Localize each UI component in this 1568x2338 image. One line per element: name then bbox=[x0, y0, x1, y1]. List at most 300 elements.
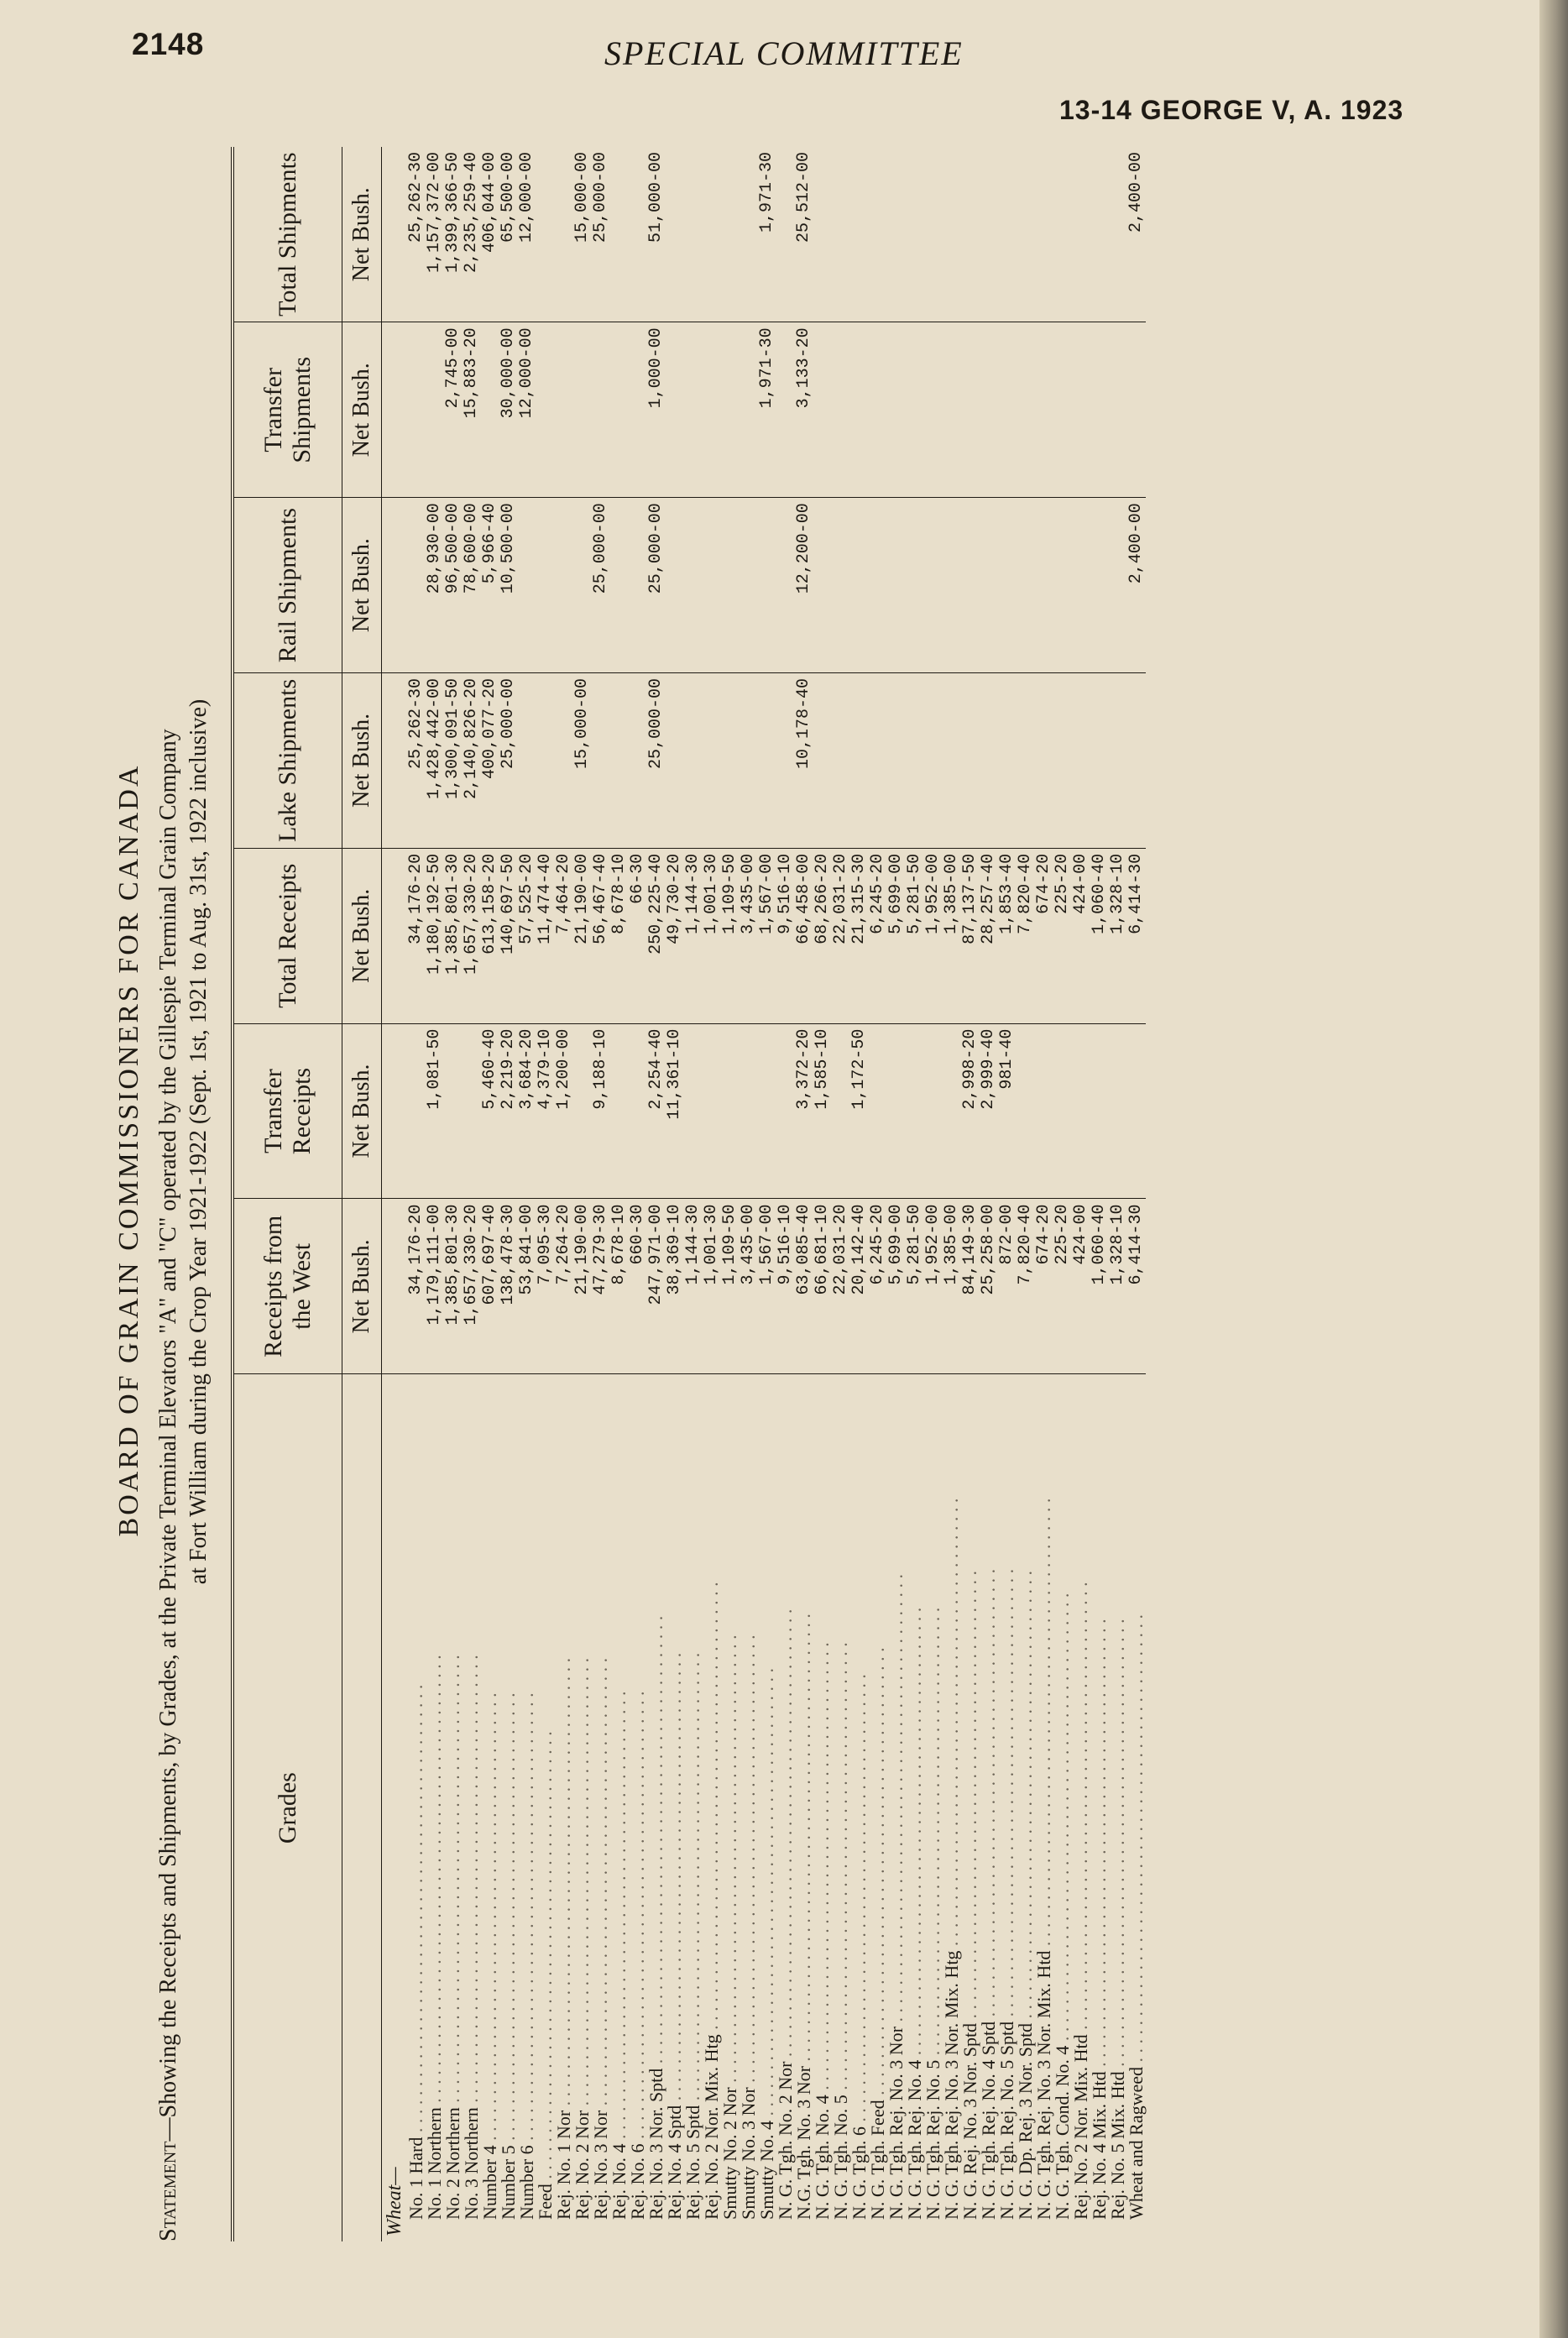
total-receipts-cell: 1,180,192-50 bbox=[426, 848, 444, 1023]
total-shipments-cell bbox=[961, 147, 980, 322]
rail-shipments-cell bbox=[1072, 498, 1090, 673]
total-receipts-cell: 424-00 bbox=[1072, 848, 1090, 1023]
grade-cell bbox=[1090, 1374, 1109, 2241]
grade-cell bbox=[887, 1374, 906, 2241]
lake-shipments-cell bbox=[518, 673, 536, 849]
receipts-west-cell: 53,841-00 bbox=[518, 1199, 536, 1374]
receipts-west-cell: 6,245-20 bbox=[869, 1199, 887, 1374]
rail-shipments-cell bbox=[1017, 498, 1035, 673]
lake-shipments-cell bbox=[1109, 673, 1127, 849]
receipts-west-cell: 607,697-40 bbox=[481, 1199, 499, 1374]
transfer-shipments-cell bbox=[481, 322, 499, 498]
lake-shipments-cell bbox=[684, 673, 703, 849]
transfer-receipts-cell bbox=[740, 1023, 758, 1199]
total-receipts-cell: 87,137-50 bbox=[961, 848, 980, 1023]
grade-cell bbox=[795, 1374, 813, 2241]
receipts-west-cell: 25,258-00 bbox=[980, 1199, 998, 1374]
lake-shipments-cell bbox=[998, 673, 1017, 849]
transfer-receipts-cell: 1,585-10 bbox=[813, 1023, 832, 1199]
grade-label: Rej. No. 5 Mix. Htd bbox=[1107, 2071, 1128, 2220]
grade-label: N. G. Tgh. Feed bbox=[867, 2100, 888, 2220]
lake-shipments-cell: 25,000-00 bbox=[647, 673, 666, 849]
table-row bbox=[499, 147, 518, 2241]
book-spine-shadow bbox=[1539, 0, 1568, 2338]
lake-shipments-cell bbox=[832, 673, 850, 849]
transfer-receipts-cell: 2,254-40 bbox=[647, 1023, 666, 1199]
grade-label: Smutty No. 4 bbox=[756, 2121, 777, 2220]
grade-label: N.G. Tgh. No. 3 Nor bbox=[793, 2066, 814, 2220]
rail-shipments-cell bbox=[1035, 498, 1053, 673]
table-row bbox=[647, 147, 666, 2241]
receipts-west-cell: 22,031-20 bbox=[832, 1199, 850, 1374]
receipts-west-cell: 84,149-30 bbox=[961, 1199, 980, 1374]
grade-label: Rej. No. 4 Sptd bbox=[664, 2105, 685, 2220]
leader-dots: . . . . . . . . . . . . . . . . . . . . . . . . . . . . . . . . . . . . . . . . . . . . . . . . . bbox=[1089, 1619, 1110, 2072]
grade-cell bbox=[906, 1374, 924, 2241]
total-shipments-cell bbox=[684, 147, 703, 322]
table-row bbox=[943, 147, 961, 2241]
total-shipments-cell: 25,000-00 bbox=[592, 147, 610, 322]
transfer-shipments-cell bbox=[1072, 322, 1090, 498]
header-grades: Grades bbox=[233, 1374, 342, 2241]
rail-shipments-cell bbox=[629, 498, 647, 673]
lake-shipments-cell bbox=[813, 673, 832, 849]
receipts-west-cell: 1,385,801-30 bbox=[444, 1199, 463, 1374]
rail-shipments-cell bbox=[536, 498, 555, 673]
total-receipts-cell: 225-20 bbox=[1053, 848, 1072, 1023]
total-receipts-cell: 613,158-20 bbox=[481, 848, 499, 1023]
grade-label: Number 4 bbox=[479, 2145, 500, 2220]
leader-dots: . . . . . . . . . . . . . . . . . . . . . . . . . . . . . . . . . . . . . . . . . . . . . . . . . bbox=[535, 1731, 556, 2184]
rail-shipments-cell bbox=[1053, 498, 1072, 673]
lake-shipments-cell: 15,000-00 bbox=[573, 673, 592, 849]
transfer-shipments-cell bbox=[536, 322, 555, 498]
lake-shipments-cell bbox=[666, 673, 684, 849]
header-lake-shipments: Lake Shipments bbox=[233, 673, 342, 849]
total-shipments-cell bbox=[1053, 147, 1072, 322]
unit-label: Net Bush. bbox=[342, 848, 382, 1023]
table-row bbox=[518, 147, 536, 2241]
lake-shipments-cell: 400,077-20 bbox=[481, 673, 499, 849]
transfer-receipts-cell bbox=[444, 1023, 463, 1199]
total-receipts-cell: 9,516-10 bbox=[776, 848, 795, 1023]
grade-cell bbox=[518, 1374, 536, 2241]
rail-shipments-cell bbox=[610, 498, 629, 673]
grade-cell bbox=[1072, 1374, 1090, 2241]
table-row bbox=[758, 147, 776, 2241]
total-shipments-cell bbox=[1035, 147, 1053, 322]
transfer-shipments-cell bbox=[592, 322, 610, 498]
rail-shipments-cell: 5,966-40 bbox=[481, 498, 499, 673]
transfer-shipments-cell bbox=[776, 322, 795, 498]
grade-label: N. G. Rej. No. 3 Nor. Sptd bbox=[959, 2022, 980, 2220]
transfer-receipts-cell: 9,188-10 bbox=[592, 1023, 610, 1199]
table-row bbox=[1072, 147, 1090, 2241]
transfer-shipments-cell bbox=[1035, 322, 1053, 498]
lake-shipments-cell bbox=[703, 673, 721, 849]
transfer-shipments-cell bbox=[407, 322, 426, 498]
statement-line-2: at Fort William during the Crop Year 1921-1922 (Sept. 1st, 1921 to Aug. 31st, 1922 inclusive) bbox=[186, 698, 212, 1585]
transfer-receipts-cell bbox=[776, 1023, 795, 1199]
total-shipments-cell bbox=[666, 147, 684, 322]
transfer-shipments-cell bbox=[924, 322, 943, 498]
grade-label: No. 1 Hard bbox=[405, 2137, 426, 2220]
leader-dots: . . . . . . . . . . . . . . . . . . . . . . . . . . . . . . . . . . . . . . . . . . . . . . . . . bbox=[959, 1570, 980, 2023]
receipts-west-cell: 7,095-30 bbox=[536, 1199, 555, 1374]
grade-cell bbox=[998, 1374, 1017, 2241]
receipts-west-cell: 247,971-00 bbox=[647, 1199, 666, 1374]
unit-label: Net Bush. bbox=[342, 147, 382, 322]
lake-shipments-cell bbox=[924, 673, 943, 849]
rail-shipments-cell bbox=[684, 498, 703, 673]
total-receipts-cell: 1,853-40 bbox=[998, 848, 1017, 1023]
receipts-west-cell: 1,385-00 bbox=[943, 1199, 961, 1374]
receipts-west-cell: 1,109-50 bbox=[721, 1199, 740, 1374]
transfer-receipts-cell bbox=[407, 1023, 426, 1199]
total-receipts-cell: 5,281-50 bbox=[906, 848, 924, 1023]
total-shipments-cell bbox=[721, 147, 740, 322]
transfer-shipments-cell bbox=[869, 322, 887, 498]
leader-dots: . . . . . . . . . . . . . . . . . . . . . . . . . . . . . . . . . . . . . . . . . . . . . . . . . bbox=[1052, 1593, 1073, 2046]
grade-label: N. G. Tgh. Rej. No. 4 Sptd bbox=[978, 2021, 999, 2220]
table-row bbox=[1035, 147, 1053, 2241]
lake-shipments-cell bbox=[776, 673, 795, 849]
total-shipments-cell bbox=[776, 147, 795, 322]
receipts-west-cell: 1,328-10 bbox=[1109, 1199, 1127, 1374]
total-shipments-cell: 2,400-00 bbox=[1127, 147, 1146, 322]
rail-shipments-cell bbox=[1090, 498, 1109, 673]
total-shipments-cell: 2,235,259-40 bbox=[463, 147, 481, 322]
lake-shipments-cell: 25,262-30 bbox=[407, 673, 426, 849]
rail-shipments-cell bbox=[998, 498, 1017, 673]
grade-cell bbox=[1017, 1374, 1035, 2241]
transfer-shipments-cell bbox=[740, 322, 758, 498]
transfer-shipments-cell bbox=[813, 322, 832, 498]
rail-shipments-cell bbox=[518, 498, 536, 673]
table-row bbox=[813, 147, 832, 2241]
table-row bbox=[481, 147, 499, 2241]
transfer-receipts-cell bbox=[924, 1023, 943, 1199]
grade-cell bbox=[684, 1374, 703, 2241]
statement-lead: Statement bbox=[155, 2141, 181, 2241]
rail-shipments-cell: 28,930-00 bbox=[426, 498, 444, 673]
table-row bbox=[924, 147, 943, 2241]
transfer-shipments-cell bbox=[573, 322, 592, 498]
receipts-west-cell: 63,085-40 bbox=[795, 1199, 813, 1374]
total-shipments-cell: 25,262-30 bbox=[407, 147, 426, 322]
grade-cell bbox=[850, 1374, 869, 2241]
lake-shipments-cell bbox=[1017, 673, 1035, 849]
grade-label: Rej. No. 6 bbox=[627, 2143, 648, 2220]
leader-dots: . . . . . . . . . . . . . . . . . . . . . . . . . . . . . . . . . . . . . . . . . . . . . . . . . bbox=[627, 1691, 648, 2144]
grade-cell bbox=[610, 1374, 629, 2241]
rail-shipments-cell: 96,500-00 bbox=[444, 498, 463, 673]
receipts-west-cell: 1,567-00 bbox=[758, 1199, 776, 1374]
table-row bbox=[573, 147, 592, 2241]
rail-shipments-cell bbox=[555, 498, 573, 673]
leader-dots: . . . . . . . . . . . . . . . . . . . . . . . . . . . . . . . . . . . . . . . . . . . . . . . . . bbox=[701, 1582, 722, 2035]
total-receipts-cell: 66-30 bbox=[629, 848, 647, 1023]
grade-cell bbox=[813, 1374, 832, 2241]
transfer-shipments-cell bbox=[998, 322, 1017, 498]
total-shipments-cell bbox=[555, 147, 573, 322]
table-row bbox=[1053, 147, 1072, 2241]
transfer-shipments-cell bbox=[943, 322, 961, 498]
total-receipts-cell: 7,820-40 bbox=[1017, 848, 1035, 1023]
transfer-shipments-cell: 3,133-20 bbox=[795, 322, 813, 498]
total-receipts-cell: 1,952-00 bbox=[924, 848, 943, 1023]
leader-dots: . . . . . . . . . . . . . . . . . . . . . . . . . . . . . . . . . . . . . . . . . . . . . . . . . bbox=[645, 1615, 666, 2069]
transfer-shipments-cell bbox=[1017, 322, 1035, 498]
table-row bbox=[536, 147, 555, 2241]
transfer-shipments-cell bbox=[555, 322, 573, 498]
transfer-shipments-cell bbox=[850, 322, 869, 498]
transfer-receipts-cell bbox=[463, 1023, 481, 1199]
total-shipments-cell: 51,000-00 bbox=[647, 147, 666, 322]
table-row bbox=[1109, 147, 1127, 2241]
grade-label: Number 6 bbox=[516, 2145, 537, 2220]
grade-label: N. G. Dp. Rej. 3 Nor. Sptd bbox=[1015, 2022, 1036, 2220]
leader-dots: . . . . . . . . . . . . . . . . . . . . . . . . . . . . . . . . . . . . . . . . . . . . . . . . . bbox=[719, 1635, 740, 2088]
unit-label: Net Bush. bbox=[342, 673, 382, 849]
table-row bbox=[407, 147, 426, 2241]
running-head: SPECIAL COMMITTEE bbox=[604, 34, 964, 72]
table-row bbox=[795, 147, 813, 2241]
table-row bbox=[629, 147, 647, 2241]
total-receipts-cell: 250,225-40 bbox=[647, 848, 666, 1023]
total-shipments-cell: 1,971-30 bbox=[758, 147, 776, 322]
leader-dots: . . . . . . . . . . . . . . . . . . . . . . . . . . . . . . . . . . . . . . . . . . . . . . . . . bbox=[461, 1655, 482, 2108]
leader-dots: . . . . . . . . . . . . . . . . . . . . . . . . . . . . . . . . . . . . . . . . . . . . . . . . . bbox=[590, 1657, 611, 2110]
transfer-receipts-cell: 3,372-20 bbox=[795, 1023, 813, 1199]
unit-row bbox=[342, 147, 382, 2241]
leader-dots: . . . . . . . . . . . . . . . . . . . . . . . . . . . . . . . . . . . . . . . . . . . . . . . . . bbox=[664, 1652, 685, 2105]
header-row bbox=[233, 147, 342, 2241]
rail-shipments-cell bbox=[943, 498, 961, 673]
table-row bbox=[610, 147, 629, 2241]
lake-shipments-cell bbox=[869, 673, 887, 849]
grade-label: Rej. No. 4 Mix. Htd bbox=[1089, 2071, 1110, 2220]
grade-cell bbox=[721, 1374, 740, 2241]
leader-dots: . . . . . . . . . . . . . . . . . . . . . . . . . . . . . . . . . . . . . . . . . . . . . . . . . bbox=[923, 1607, 943, 2060]
transfer-shipments-cell bbox=[703, 322, 721, 498]
total-receipts-cell: 21,190-00 bbox=[573, 848, 592, 1023]
lake-shipments-cell bbox=[906, 673, 924, 849]
total-receipts-cell: 1,060-40 bbox=[1090, 848, 1109, 1023]
table-row bbox=[666, 147, 684, 2241]
transfer-shipments-cell: 2,745-00 bbox=[444, 322, 463, 498]
total-shipments-cell bbox=[610, 147, 629, 322]
transfer-receipts-cell: 2,219-20 bbox=[499, 1023, 518, 1199]
table-row bbox=[832, 147, 850, 2241]
receipts-west-cell: 34,176-20 bbox=[407, 1199, 426, 1374]
leader-dots: . . . . . . . . . . . . . . . . . . . . . . . . . . . . . . . . . . . . . . . . . . . . . . . . . bbox=[1033, 1498, 1054, 1951]
transfer-receipts-cell bbox=[869, 1023, 887, 1199]
grade-label: Smutty No. 3 Nor bbox=[738, 2087, 759, 2220]
total-shipments-cell bbox=[924, 147, 943, 322]
transfer-shipments-cell: 1,000-00 bbox=[647, 322, 666, 498]
transfer-shipments-cell bbox=[980, 322, 998, 498]
receipts-west-cell: 38,369-10 bbox=[666, 1199, 684, 1374]
rail-shipments-cell: 10,500-00 bbox=[499, 498, 518, 673]
grade-cell bbox=[463, 1374, 481, 2241]
transfer-shipments-cell bbox=[1109, 322, 1127, 498]
leader-dots: . . . . . . . . . . . . . . . . . . . . . . . . . . . . . . . . . . . . . . . . . . . . . . . . . bbox=[1126, 1614, 1147, 2067]
grade-cell bbox=[407, 1374, 426, 2241]
grade-cell bbox=[943, 1374, 961, 2241]
transfer-shipments-cell bbox=[426, 322, 444, 498]
total-receipts-cell: 56,467-40 bbox=[592, 848, 610, 1023]
total-receipts-cell: 140,697-50 bbox=[499, 848, 518, 1023]
total-receipts-cell: 1,001-30 bbox=[703, 848, 721, 1023]
leader-dots: . . . . . . . . . . . . . . . . . . . . . . . . . . . . . . . . . . . . . . . . . . . . . . . . . bbox=[867, 1647, 888, 2100]
receipts-west-cell: 1,179,111-00 bbox=[426, 1199, 444, 1374]
transfer-shipments-cell bbox=[1127, 322, 1146, 498]
total-shipments-cell: 12,000-00 bbox=[518, 147, 536, 322]
total-shipments-cell bbox=[1109, 147, 1127, 322]
unit-label: Net Bush. bbox=[342, 1023, 382, 1199]
unit-label: Net Bush. bbox=[342, 1199, 382, 1374]
grade-cell bbox=[444, 1374, 463, 2241]
transfer-receipts-cell bbox=[573, 1023, 592, 1199]
lake-shipments-cell bbox=[1090, 673, 1109, 849]
grade-label: Rej. No. 5 Sptd bbox=[682, 2105, 703, 2220]
receipts-west-cell: 660-30 bbox=[629, 1199, 647, 1374]
total-receipts-cell: 66,458-00 bbox=[795, 848, 813, 1023]
grade-cell bbox=[1109, 1374, 1127, 2241]
transfer-shipments-cell bbox=[1053, 322, 1072, 498]
lake-shipments-cell bbox=[1053, 673, 1072, 849]
grade-label: N. G. Tgh. Rej. No. 4 bbox=[904, 2059, 925, 2220]
grade-cell bbox=[703, 1374, 721, 2241]
total-receipts-cell: 1,385-00 bbox=[943, 848, 961, 1023]
total-shipments-cell bbox=[813, 147, 832, 322]
table-row bbox=[887, 147, 906, 2241]
grade-cell bbox=[832, 1374, 850, 2241]
total-receipts-cell: 674-20 bbox=[1035, 848, 1053, 1023]
leader-dots: . . . . . . . . . . . . . . . . . . . . . . . . . . . . . . . . . . . . . . . . . . . . . . . . . bbox=[424, 1655, 445, 2108]
receipts-west-cell: 1,144-30 bbox=[684, 1199, 703, 1374]
transfer-receipts-cell bbox=[887, 1023, 906, 1199]
table-row bbox=[426, 147, 444, 2241]
rail-shipments-cell: 12,200-00 bbox=[795, 498, 813, 673]
leader-dots: . . . . . . . . . . . . . . . . . . . . . . . . . . . . . . . . . . . . . . . . . . . . . . . . . bbox=[812, 1642, 833, 2095]
receipts-west-cell: 424-00 bbox=[1072, 1199, 1090, 1374]
leader-dots: . . . . . . . . . . . . . . . . . . . . . . . . . . . . . . . . . . . . . . . . . . . . . . . . . bbox=[849, 1674, 870, 2127]
table-row bbox=[555, 147, 573, 2241]
total-shipments-cell: 65,500-00 bbox=[499, 147, 518, 322]
transfer-shipments-cell: 30,000-00 bbox=[499, 322, 518, 498]
transfer-receipts-cell bbox=[832, 1023, 850, 1199]
grade-cell bbox=[740, 1374, 758, 2241]
rail-shipments-cell bbox=[869, 498, 887, 673]
total-shipments-cell: 1,157,372-00 bbox=[426, 147, 444, 322]
lake-shipments-cell bbox=[740, 673, 758, 849]
receipts-west-cell: 5,699-00 bbox=[887, 1199, 906, 1374]
leader-dots: . . . . . . . . . . . . . . . . . . . . . . . . . . . . . . . . . . . . . . . . . . . . . . . . . bbox=[553, 1657, 574, 2110]
receipts-west-cell: 674-20 bbox=[1035, 1199, 1053, 1374]
grade-label: Rej. No. 4 bbox=[609, 2143, 630, 2220]
rail-shipments-cell bbox=[961, 498, 980, 673]
total-receipts-cell: 68,266-20 bbox=[813, 848, 832, 1023]
transfer-receipts-cell bbox=[1053, 1023, 1072, 1199]
grade-cell bbox=[1053, 1374, 1072, 2241]
transfer-receipts-cell bbox=[906, 1023, 924, 1199]
table-row bbox=[463, 147, 481, 2241]
header-total-shipments: Total Shipments bbox=[233, 147, 342, 322]
total-shipments-cell bbox=[1090, 147, 1109, 322]
total-receipts-cell: 49,730-20 bbox=[666, 848, 684, 1023]
total-shipments-cell bbox=[703, 147, 721, 322]
grade-cell bbox=[592, 1374, 610, 2241]
transfer-receipts-cell: 2,998-20 bbox=[961, 1023, 980, 1199]
transfer-receipts-cell bbox=[610, 1023, 629, 1199]
total-shipments-cell: 15,000-00 bbox=[573, 147, 592, 322]
total-receipts-cell: 11,474-40 bbox=[536, 848, 555, 1023]
lake-shipments-cell bbox=[850, 673, 869, 849]
header-transfer-receipts: Transfer Receipts bbox=[233, 1023, 342, 1199]
lake-shipments-cell bbox=[887, 673, 906, 849]
statement-text: —Showing the Receipts and Shipments, by Grades, at the Private Terminal Elevators "A" and "C" operated by the Gillespie Terminal Grain Company bbox=[155, 729, 181, 2142]
leader-dots: . . . . . . . . . . . . . . . . . . . . . . . . . . . . . . . . . . . . . . . . . . . . . . . . . bbox=[572, 1657, 593, 2110]
receipts-west-cell: 7,264-20 bbox=[555, 1199, 573, 1374]
leader-dots: . . . . . . . . . . . . . . . . . . . . . . . . . . . . . . . . . . . . . . . . . . . . . . . . . bbox=[793, 1614, 814, 2067]
grade-label: N. G. Tgh. No. 2 Nor bbox=[775, 2061, 796, 2220]
table-row bbox=[906, 147, 924, 2241]
grade-label: No. 2 Northern bbox=[442, 2107, 463, 2220]
rail-shipments-cell bbox=[407, 498, 426, 673]
transfer-shipments-cell bbox=[721, 322, 740, 498]
lake-shipments-cell: 2,140,826-20 bbox=[463, 673, 481, 849]
total-receipts-cell: 5,699-00 bbox=[887, 848, 906, 1023]
receipts-west-cell: 138,478-30 bbox=[499, 1199, 518, 1374]
transfer-shipments-cell bbox=[832, 322, 850, 498]
grade-cell bbox=[924, 1374, 943, 2241]
total-shipments-cell bbox=[536, 147, 555, 322]
section-row bbox=[382, 147, 408, 2241]
lake-shipments-cell bbox=[629, 673, 647, 849]
transfer-receipts-cell: 1,200-00 bbox=[555, 1023, 573, 1199]
transfer-receipts-cell: 11,361-10 bbox=[666, 1023, 684, 1199]
transfer-shipments-cell bbox=[961, 322, 980, 498]
leader-dots: . . . . . . . . . . . . . . . . . . . . . . . . . . . . . . . . . . . . . . . . . . . . . . . . . bbox=[516, 1692, 537, 2146]
total-receipts-cell: 57,525-20 bbox=[518, 848, 536, 1023]
table-row bbox=[776, 147, 795, 2241]
receipts-west-cell: 1,952-00 bbox=[924, 1199, 943, 1374]
rail-shipments-cell: 25,000-00 bbox=[592, 498, 610, 673]
lake-shipments-cell bbox=[943, 673, 961, 849]
leader-dots: . . . . . . . . . . . . . . . . . . . . . . . . . . . . . . . . . . . . . . . . . . . . . . . . . bbox=[996, 1568, 1017, 2022]
grade-label: Rej. No. 1 Nor bbox=[553, 2110, 574, 2220]
leader-dots: . . . . . . . . . . . . . . . . . . . . . . . . . . . . . . . . . . . . . . . . . . . . . . . . . bbox=[498, 1692, 519, 2146]
transfer-receipts-cell bbox=[1109, 1023, 1127, 1199]
unit-label: Net Bush. bbox=[342, 498, 382, 673]
total-receipts-cell: 1,657,330-20 bbox=[463, 848, 481, 1023]
rail-shipments-cell bbox=[887, 498, 906, 673]
total-receipts-cell: 6,414-30 bbox=[1127, 848, 1146, 1023]
rail-shipments-cell bbox=[740, 498, 758, 673]
transfer-shipments-cell bbox=[906, 322, 924, 498]
receipts-west-cell: 1,001-30 bbox=[703, 1199, 721, 1374]
transfer-receipts-cell bbox=[1072, 1023, 1090, 1199]
lake-shipments-cell bbox=[758, 673, 776, 849]
total-shipments-cell bbox=[1017, 147, 1035, 322]
transfer-shipments-cell bbox=[1090, 322, 1109, 498]
rail-shipments-cell bbox=[813, 498, 832, 673]
grade-label: N. G. Tgh. No. 4 bbox=[812, 2095, 833, 2220]
grade-cell bbox=[1035, 1374, 1053, 2241]
grade-cell bbox=[555, 1374, 573, 2241]
